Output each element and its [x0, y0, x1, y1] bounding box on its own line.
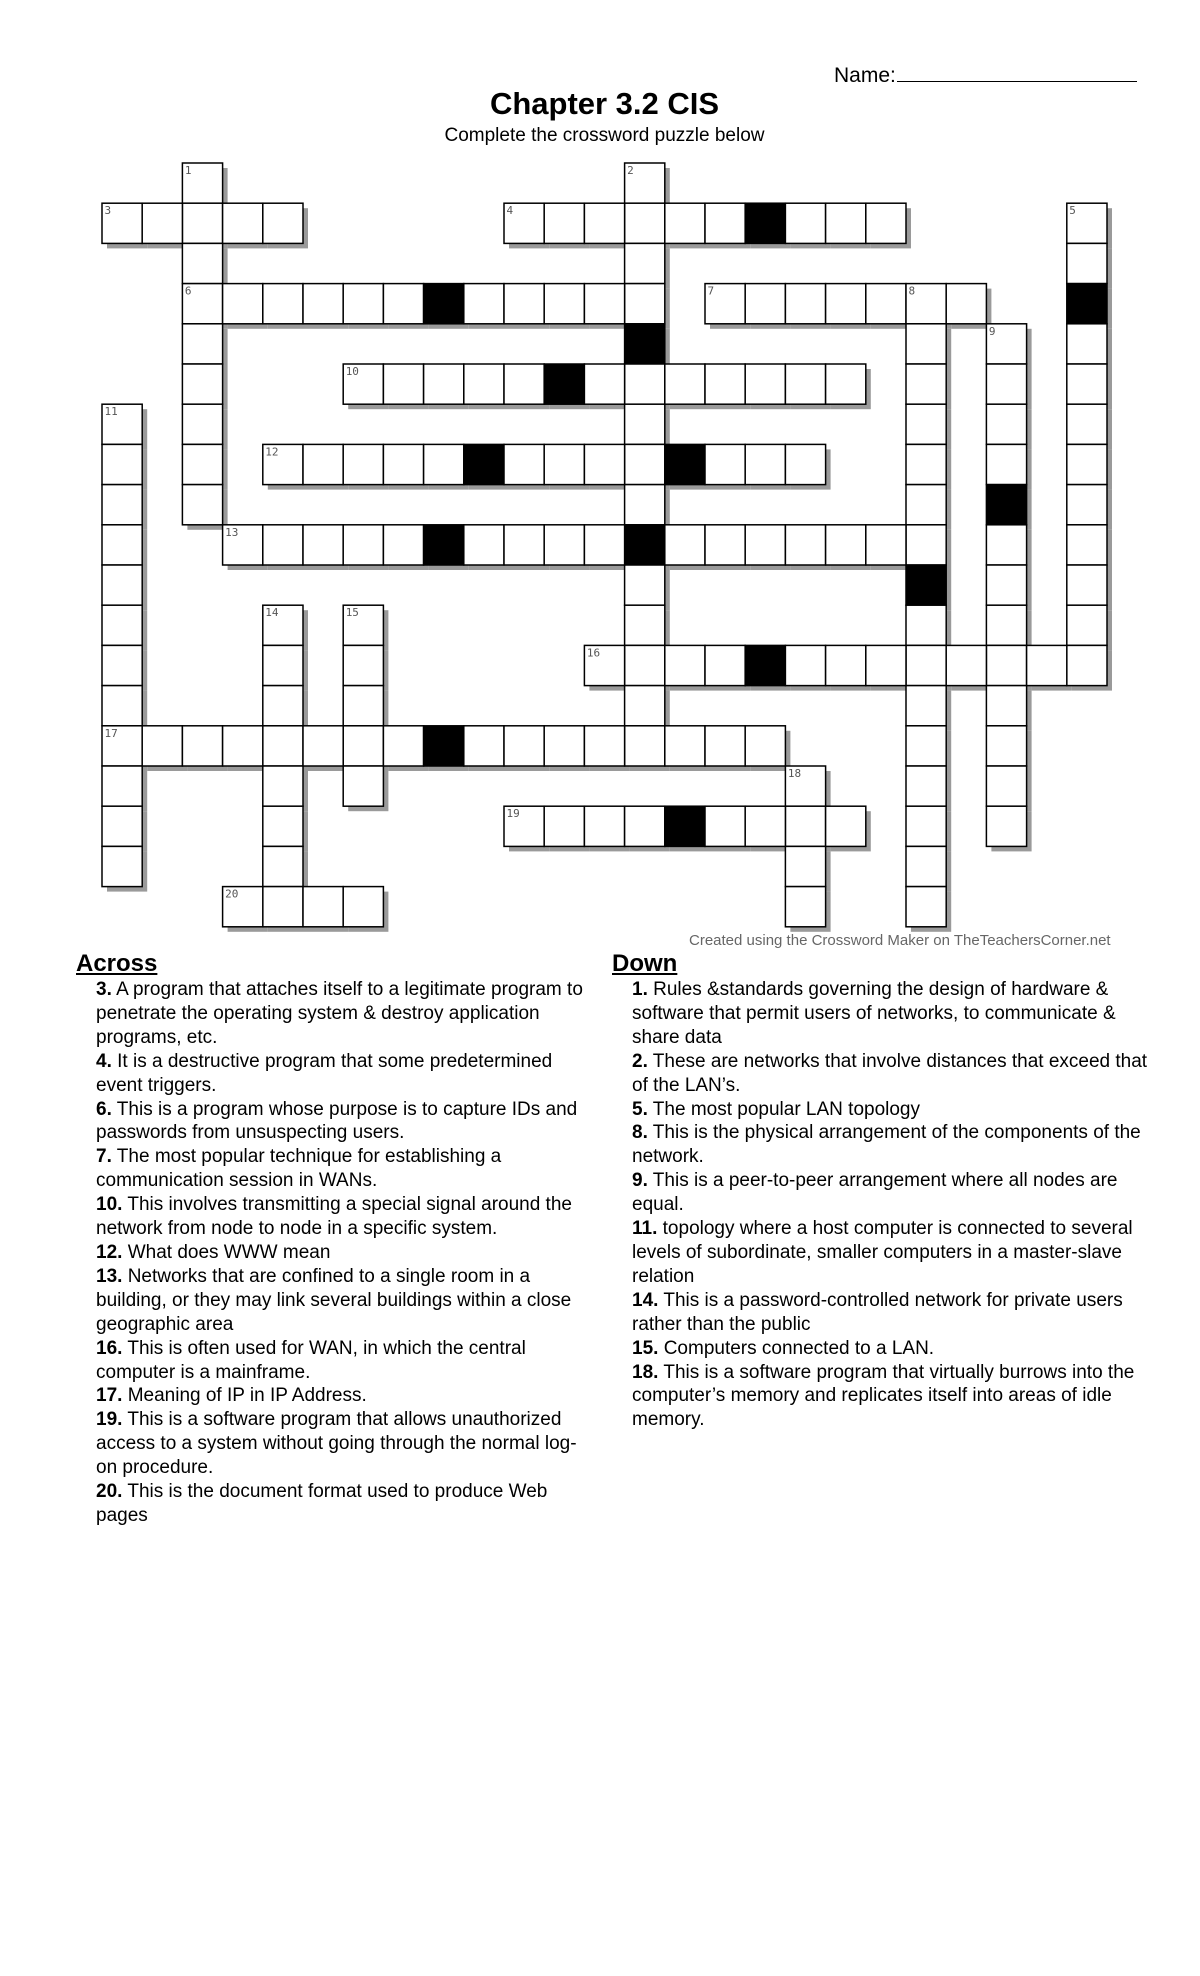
- grid-cell[interactable]: [504, 364, 544, 404]
- grid-cell[interactable]: [504, 444, 544, 484]
- clue-text: This is a program whose purpose is to capture IDs and passwords from unsuspecting users.: [96, 1098, 578, 1144]
- grid-cell[interactable]: [625, 565, 665, 605]
- grid-cell[interactable]: [906, 364, 946, 404]
- clue-number: 13.: [96, 1265, 123, 1287]
- grid-cell[interactable]: [584, 806, 624, 846]
- grid-cell[interactable]: [826, 645, 866, 685]
- grid-cell[interactable]: [223, 203, 263, 243]
- grid-cell[interactable]: [383, 364, 423, 404]
- grid-cell[interactable]: [625, 605, 665, 645]
- grid-cell[interactable]: [906, 887, 946, 927]
- across-clue-20: [76, 1480, 596, 1528]
- grid-cell[interactable]: [1067, 243, 1107, 283]
- grid-cell[interactable]: [383, 726, 423, 766]
- page-title: Chapter 3.2 CIS: [489, 86, 720, 121]
- clue-number: 7.: [96, 1146, 112, 1168]
- clue-text: This is a software program that allows unauthorized access to a system without going through the normal log-on procedure.: [96, 1409, 577, 1479]
- grid-cell[interactable]: [665, 726, 705, 766]
- grid-cell[interactable]: [584, 525, 624, 565]
- grid-cell[interactable]: [142, 726, 182, 766]
- across-clue-16: [76, 1337, 596, 1385]
- grid-cell[interactable]: [102, 525, 142, 565]
- cell-number-4: 4: [506, 204, 514, 218]
- down-clue-11: [612, 1217, 1152, 1289]
- grid-cell-layer: [102, 163, 1107, 927]
- clue-text: This is often used for WAN, in which the central computer is a mainframe.: [96, 1337, 526, 1383]
- grid-cell[interactable]: [625, 364, 665, 404]
- grid-cell[interactable]: [223, 726, 263, 766]
- across-heading: Across: [76, 950, 158, 977]
- cell-number-20: 20: [225, 887, 239, 901]
- cell-number-9: 9: [988, 324, 996, 338]
- clue-text: topology where a host computer is connected to several levels of subordinate, smaller computers in a master-slave relation: [632, 1218, 1133, 1287]
- grid-cell[interactable]: [464, 284, 504, 324]
- grid-cell[interactable]: [826, 203, 866, 243]
- grid-cell[interactable]: [544, 525, 584, 565]
- grid-cell[interactable]: [343, 686, 383, 726]
- down-clue-18: [612, 1361, 1152, 1433]
- grid-cell[interactable]: [946, 645, 986, 685]
- across-clue-4: [76, 1050, 596, 1098]
- grid-cell[interactable]: [102, 485, 142, 525]
- grid-cell[interactable]: [906, 324, 946, 364]
- grid-cell[interactable]: [906, 404, 946, 444]
- grid-cell[interactable]: [625, 485, 665, 525]
- clue-number: 16.: [96, 1337, 123, 1359]
- grid-cell[interactable]: [826, 364, 866, 404]
- grid-cell[interactable]: [986, 726, 1026, 766]
- grid-cell[interactable]: [665, 645, 705, 685]
- grid-cell[interactable]: [705, 203, 745, 243]
- clue-number: 1.: [632, 979, 648, 1000]
- grid-cell[interactable]: [745, 364, 785, 404]
- grid-cell[interactable]: [665, 364, 705, 404]
- grid-cell[interactable]: [182, 364, 222, 404]
- grid-cell[interactable]: [584, 364, 624, 404]
- across-clue-list: [76, 978, 596, 1528]
- clue-text: This is a peer-to-peer arrangement where all nodes are equal.: [632, 1170, 1118, 1216]
- grid-cell[interactable]: [986, 605, 1026, 645]
- cell-number-6: 6: [184, 284, 192, 298]
- down-clues: [612, 950, 1152, 1432]
- grid-cell[interactable]: [263, 284, 303, 324]
- grid-black-cell: [1067, 284, 1107, 324]
- grid-cell[interactable]: [665, 525, 705, 565]
- grid-cell[interactable]: [383, 444, 423, 484]
- grid-cell[interactable]: [383, 525, 423, 565]
- down-clue-list: [612, 978, 1152, 1432]
- clue-number: 15.: [632, 1337, 659, 1359]
- grid-cell[interactable]: [263, 203, 303, 243]
- clue-number: 2.: [632, 1050, 648, 1072]
- clue-number: 10.: [96, 1194, 123, 1216]
- grid-cell[interactable]: [303, 284, 343, 324]
- clue-number: 9.: [632, 1170, 648, 1192]
- grid-cell[interactable]: [906, 686, 946, 726]
- clue-text: Computers connected to a LAN.: [658, 1337, 935, 1359]
- grid-cell[interactable]: [705, 525, 745, 565]
- grid-black-cell: [424, 726, 464, 766]
- grid-cell[interactable]: [785, 806, 825, 846]
- grid-cell[interactable]: [142, 203, 182, 243]
- cell-number-1: 1: [184, 164, 192, 177]
- grid-cell[interactable]: [1067, 565, 1107, 605]
- grid-cell[interactable]: [223, 284, 263, 324]
- grid-cell[interactable]: [625, 444, 665, 484]
- grid-cell[interactable]: [383, 284, 423, 324]
- across-clue-13: [76, 1265, 596, 1337]
- grid-cell[interactable]: [866, 284, 906, 324]
- grid-cell[interactable]: [1067, 605, 1107, 645]
- clue-number: 3.: [96, 979, 112, 1000]
- grid-cell[interactable]: [745, 284, 785, 324]
- grid-cell[interactable]: [102, 645, 142, 685]
- clue-text: This is a software program that virtually burrows into the computer’s memory and replicates itself into areas of idle memory.: [632, 1361, 1135, 1431]
- grid-cell[interactable]: [1067, 324, 1107, 364]
- grid-cell[interactable]: [263, 525, 303, 565]
- grid-cell[interactable]: [986, 686, 1026, 726]
- grid-cell[interactable]: [464, 364, 504, 404]
- grid-cell[interactable]: [826, 284, 866, 324]
- grid-cell[interactable]: [785, 525, 825, 565]
- grid-cell[interactable]: [464, 525, 504, 565]
- grid-cell[interactable]: [986, 645, 1026, 685]
- grid-cell[interactable]: [544, 203, 584, 243]
- grid-black-cell: [906, 565, 946, 605]
- grid-cell[interactable]: [906, 806, 946, 846]
- clue-number: 19.: [96, 1409, 123, 1431]
- grid-cell[interactable]: [785, 444, 825, 484]
- clue-text: The most popular technique for establishing a communication session in WANs.: [96, 1146, 502, 1192]
- grid-black-cell: [665, 444, 705, 484]
- grid-cell[interactable]: [705, 645, 745, 685]
- down-clue-9: [612, 1169, 1152, 1217]
- down-heading: Down: [612, 950, 678, 977]
- grid-black-cell: [464, 444, 504, 484]
- grid-cell[interactable]: [263, 645, 303, 685]
- grid-cell[interactable]: [625, 404, 665, 444]
- grid-cell[interactable]: [263, 726, 303, 766]
- grid-cell[interactable]: [625, 806, 665, 846]
- grid-cell[interactable]: [343, 645, 383, 685]
- grid-cell[interactable]: [343, 887, 383, 927]
- grid-cell[interactable]: [906, 525, 946, 565]
- down-clue-2: [612, 1050, 1152, 1098]
- cell-number-19: 19: [506, 807, 520, 821]
- clue-text: Meaning of IP in IP Address.: [122, 1385, 367, 1407]
- clue-number: 17.: [96, 1385, 123, 1407]
- grid-cell[interactable]: [745, 726, 785, 766]
- grid-cell[interactable]: [343, 444, 383, 484]
- across-clue-6: [76, 1098, 596, 1146]
- crossword-grid: [0, 0, 1200, 940]
- grid-cell[interactable]: [1067, 645, 1107, 685]
- grid-cell[interactable]: [182, 726, 222, 766]
- grid-cell[interactable]: [102, 686, 142, 726]
- grid-cell[interactable]: [906, 605, 946, 645]
- grid-cell[interactable]: [504, 525, 544, 565]
- cell-number-11: 11: [104, 405, 118, 419]
- clue-number: 20.: [96, 1481, 123, 1503]
- grid-cell[interactable]: [705, 444, 745, 484]
- grid-black-cell: [625, 324, 665, 364]
- grid-cell[interactable]: [102, 806, 142, 846]
- down-clue-14: [612, 1289, 1152, 1337]
- grid-cell[interactable]: [906, 645, 946, 685]
- grid-cell[interactable]: [866, 203, 906, 243]
- grid-cell[interactable]: [1067, 485, 1107, 525]
- grid-cell[interactable]: [705, 726, 745, 766]
- grid-cell[interactable]: [705, 364, 745, 404]
- grid-black-cell: [544, 364, 584, 404]
- grid-cell[interactable]: [263, 766, 303, 806]
- grid-cell[interactable]: [625, 686, 665, 726]
- grid-cell[interactable]: [745, 806, 785, 846]
- grid-cell[interactable]: [1067, 525, 1107, 565]
- cell-number-5: 5: [1069, 204, 1076, 218]
- grid-cell[interactable]: [625, 284, 665, 324]
- clue-number: 4.: [96, 1050, 112, 1072]
- grid-cell[interactable]: [826, 525, 866, 565]
- grid-black-cell: [625, 525, 665, 565]
- cell-number-10: 10: [345, 365, 359, 378]
- grid-cell[interactable]: [665, 203, 705, 243]
- cell-number-7: 7: [707, 284, 715, 298]
- grid-cell[interactable]: [343, 726, 383, 766]
- cell-number-2: 2: [627, 164, 634, 177]
- across-clue-10: [76, 1193, 596, 1241]
- grid-cell[interactable]: [1027, 645, 1067, 685]
- grid-cell[interactable]: [785, 645, 825, 685]
- grid-cell[interactable]: [182, 444, 222, 484]
- grid-cell[interactable]: [343, 525, 383, 565]
- grid-cell[interactable]: [102, 444, 142, 484]
- clue-text: Rules &standards governing the design of hardware & software that permit users of networks, to communicate & share data: [632, 979, 1116, 1048]
- grid-black-cell: [665, 806, 705, 846]
- clue-text: The most popular LAN topology: [647, 1098, 921, 1120]
- grid-cell[interactable]: [1067, 444, 1107, 484]
- clue-number: 11.: [632, 1218, 658, 1240]
- across-clues: [76, 950, 596, 1528]
- grid-cell[interactable]: [182, 203, 222, 243]
- down-clue-8: [612, 1121, 1152, 1169]
- grid-cell[interactable]: [182, 243, 222, 283]
- grid-cell[interactable]: [263, 806, 303, 846]
- grid-cell[interactable]: [986, 565, 1026, 605]
- grid-cell[interactable]: [705, 806, 745, 846]
- grid-cell[interactable]: [504, 284, 544, 324]
- grid-cell[interactable]: [424, 444, 464, 484]
- cell-number-12: 12: [265, 445, 279, 459]
- clue-text: This is the physical arrangement of the components of the network.: [632, 1122, 1141, 1168]
- grid-cell[interactable]: [986, 364, 1026, 404]
- grid-cell[interactable]: [986, 525, 1026, 565]
- clue-text: This is the document format used to produce Web pages: [96, 1481, 548, 1526]
- grid-cell[interactable]: [102, 605, 142, 645]
- grid-cell[interactable]: [584, 444, 624, 484]
- cell-number-8: 8: [908, 284, 916, 298]
- grid-cell[interactable]: [785, 284, 825, 324]
- grid-cell[interactable]: [906, 726, 946, 766]
- grid-cell[interactable]: [986, 766, 1026, 806]
- cell-number-15: 15: [345, 606, 359, 620]
- grid-cell[interactable]: [625, 726, 665, 766]
- cell-number-3: 3: [104, 204, 112, 218]
- grid-cell[interactable]: [866, 525, 906, 565]
- grid-cell[interactable]: [584, 284, 624, 324]
- grid-cell[interactable]: [1067, 404, 1107, 444]
- clue-text: This is a password-controlled network for private users rather than the public: [632, 1289, 1123, 1335]
- grid-cell[interactable]: [785, 846, 825, 886]
- clue-number: 12.: [96, 1241, 123, 1263]
- grid-cell[interactable]: [303, 726, 343, 766]
- grid-cell[interactable]: [584, 203, 624, 243]
- grid-cell[interactable]: [785, 887, 825, 927]
- grid-cell[interactable]: [102, 846, 142, 886]
- grid-cell[interactable]: [464, 726, 504, 766]
- grid-black-cell: [745, 645, 785, 685]
- across-clue-3: [76, 978, 596, 1050]
- grid-cell[interactable]: [866, 645, 906, 685]
- grid-cell[interactable]: [745, 525, 785, 565]
- grid-cell[interactable]: [102, 565, 142, 605]
- grid-cell[interactable]: [263, 686, 303, 726]
- grid-cell[interactable]: [343, 766, 383, 806]
- grid-cell[interactable]: [544, 444, 584, 484]
- grid-cell[interactable]: [182, 485, 222, 525]
- credit-line: Created using the Crossword Maker on TheTeachersCorner.net: [689, 932, 1111, 949]
- grid-cell[interactable]: [303, 444, 343, 484]
- name-label: Name:: [834, 64, 896, 87]
- page-subtitle: Complete the crossword puzzle below: [444, 125, 765, 146]
- clue-number: 6.: [96, 1098, 112, 1120]
- grid-cell[interactable]: [182, 324, 222, 364]
- clue-text: This involves transmitting a special signal around the network from node to node in a specific system.: [96, 1194, 572, 1240]
- grid-cell[interactable]: [182, 404, 222, 444]
- grid-cell[interactable]: [263, 887, 303, 927]
- grid-cell[interactable]: [745, 444, 785, 484]
- clue-text: These are networks that involve distances that exceed that of the LAN’s.: [632, 1050, 1148, 1096]
- clue-number: 8.: [632, 1122, 648, 1144]
- grid-cell[interactable]: [625, 243, 665, 283]
- grid-cell[interactable]: [906, 766, 946, 806]
- grid-black-cell: [986, 485, 1026, 525]
- clue-text: What does WWW mean: [122, 1241, 331, 1263]
- grid-black-cell: [424, 525, 464, 565]
- grid-cell[interactable]: [544, 284, 584, 324]
- grid-cell[interactable]: [986, 806, 1026, 846]
- cell-number-13: 13: [225, 525, 239, 539]
- grid-cell[interactable]: [625, 645, 665, 685]
- grid-cell[interactable]: [424, 364, 464, 404]
- grid-cell[interactable]: [303, 525, 343, 565]
- grid-cell[interactable]: [504, 726, 544, 766]
- grid-cell[interactable]: [986, 444, 1026, 484]
- cell-number-14: 14: [265, 606, 279, 620]
- grid-black-cell: [424, 284, 464, 324]
- grid-cell[interactable]: [584, 726, 624, 766]
- cell-number-17: 17: [104, 726, 118, 740]
- grid-cell[interactable]: [102, 766, 142, 806]
- grid-cell[interactable]: [946, 284, 986, 324]
- clue-number: 5.: [632, 1098, 648, 1120]
- grid-cell[interactable]: [986, 404, 1026, 444]
- across-clue-17: [76, 1384, 596, 1408]
- grid-cell[interactable]: [785, 364, 825, 404]
- grid-cell[interactable]: [785, 203, 825, 243]
- grid-cell[interactable]: [906, 485, 946, 525]
- across-clue-7: [76, 1145, 596, 1193]
- grid-cell[interactable]: [544, 806, 584, 846]
- grid-black-cell: [745, 203, 785, 243]
- clue-number: 14.: [632, 1289, 659, 1311]
- grid-cell[interactable]: [625, 203, 665, 243]
- clue-text: A program that attaches itself to a legitimate program to penetrate the operating system & destroy application programs, etc.: [96, 979, 583, 1048]
- grid-cell[interactable]: [906, 846, 946, 886]
- grid-cell[interactable]: [263, 846, 303, 886]
- clue-text: Networks that are confined to a single room in a building, or they may link several buildings within a close geographic area: [96, 1265, 572, 1335]
- cell-number-16: 16: [586, 646, 601, 660]
- clue-number: 18.: [632, 1361, 659, 1383]
- clue-text: It is a destructive program that some predetermined event triggers.: [96, 1050, 553, 1096]
- grid-cell[interactable]: [826, 806, 866, 846]
- across-clue-12: [76, 1241, 596, 1265]
- grid-cell[interactable]: [343, 284, 383, 324]
- across-clue-19: [76, 1408, 596, 1480]
- cell-number-18: 18: [787, 767, 802, 780]
- grid-cell[interactable]: [303, 887, 343, 927]
- grid-cell[interactable]: [544, 726, 584, 766]
- down-clue-15: [612, 1337, 1152, 1361]
- grid-cell[interactable]: [1067, 364, 1107, 404]
- down-clue-1: [612, 978, 1152, 1050]
- down-clue-5: [612, 1098, 1152, 1122]
- grid-cell[interactable]: [906, 444, 946, 484]
